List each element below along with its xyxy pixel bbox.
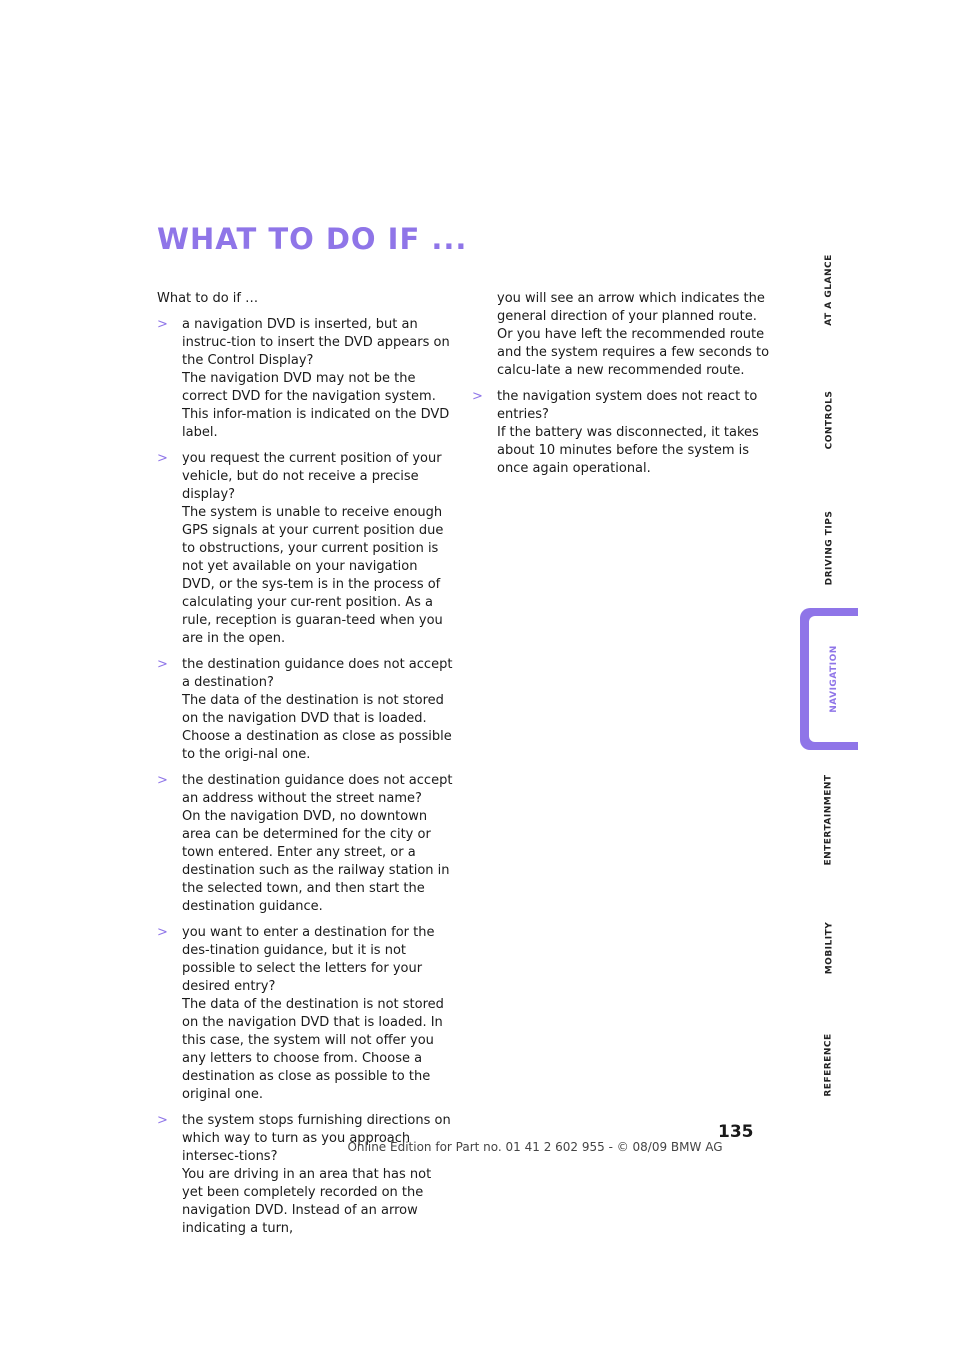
tab-label: CONTROLS [824,390,835,450]
item-answer: The system is unable to receive enough GPS signals at your current position due to obstructions, your current position is not yet available on your navigation DVD, or the sys-tem is in the process of calculating your cur-rent position. As a rule, reception is guaran-teed when you are in the open. [182,505,444,646]
item-answer: The navigation DVD may not be the correct DVD for the navigation system. This infor-mation is indicated on the DVD label. [182,371,450,440]
list-item [157,316,453,442]
item-answer: The data of the destination is not stored on the navigation DVD that is loaded. Choose a destination as close as possible to the origi-nal one. [182,693,452,762]
tab-mobility[interactable] [800,895,858,1000]
item-question: the destination guidance does not accept a destination? [182,657,453,690]
right-column [472,290,772,486]
tab-label: DRIVING TIPS [824,510,834,586]
item-question: a navigation DVD is inserted, but an instruc-tion to insert the DVD appears on the Control Display? [182,317,450,368]
tab-entertainment[interactable] [800,750,858,890]
bullet-arrow-icon: > [472,389,483,404]
item-answer-continued: you will see an arrow which indicates the general direction of your planned route. Or you have left the recommended route and the system requires a few seconds to calcu-late a new recommended route. [497,291,770,378]
list-item [157,924,453,1104]
item-question: you want to enter a destination for the des-tination guidance, but it is not possible to select the letters for your desired entry? [182,925,435,994]
tab-label: ENTERTAINMENT [824,774,834,866]
item-question: the system stops furnishing directions on which way to turn as you approach intersec-tions? [182,1113,451,1164]
item-answer: The data of the destination is not stored on the navigation DVD that is loaded. In this case, the system will not offer you any letters to choose from. Choose a destination as close as possible to the original one. [182,997,444,1102]
chapter-tabs [800,230,858,1100]
list-item [157,450,453,648]
item-answer: If the battery was disconnected, it takes about 10 minutes before the system is once again operational. [497,425,759,476]
bullet-arrow-icon: > [157,657,168,672]
list-item [472,388,772,478]
tab-at-a-glance[interactable] [800,230,858,350]
item-question: the navigation system does not react to entries? [497,389,758,422]
left-column [157,290,453,1246]
item-question: the destination guidance does not accept an address without the street name? [182,773,453,806]
bullet-arrow-icon: > [157,1113,168,1128]
item-answer: You are driving in an area that has not yet been completely recorded on the navigation DVD. Instead of an arrow indicating a turn, [182,1167,432,1236]
tab-label: AT A GLANCE [824,254,835,326]
tab-driving-tips[interactable] [800,488,858,608]
page-number: 135 [718,1122,754,1142]
tab-label: NAVIGATION [828,645,839,713]
tab-navigation[interactable] [800,608,858,750]
intro-text: What to do if … [157,291,259,306]
tab-reference[interactable] [800,1005,858,1125]
bullet-arrow-icon: > [157,317,168,332]
tab-label: REFERENCE [824,1033,834,1097]
footer [0,1140,960,1154]
bullet-arrow-icon: > [157,773,168,788]
list-item [157,656,453,764]
tab-controls[interactable] [800,360,858,480]
list-item [157,1112,453,1238]
bullet-arrow-icon: > [157,925,168,940]
page-title: WHAT TO DO IF ... [157,222,468,256]
item-question: you request the current position of your vehicle, but do not receive a precise display? [182,451,442,502]
bullet-arrow-icon: > [157,451,168,466]
list-item [157,772,453,916]
tab-label: MOBILITY [824,921,834,974]
item-answer: On the navigation DVD, no downtown area can be determined for the city or town entered. Enter any street, or a destination such as the railway station in the selected town, and then start the destination guidance. [182,809,450,914]
footer-text: Online Edition for Part no. 01 41 2 602 955 - © 08/09 BMW AG [347,1140,723,1154]
